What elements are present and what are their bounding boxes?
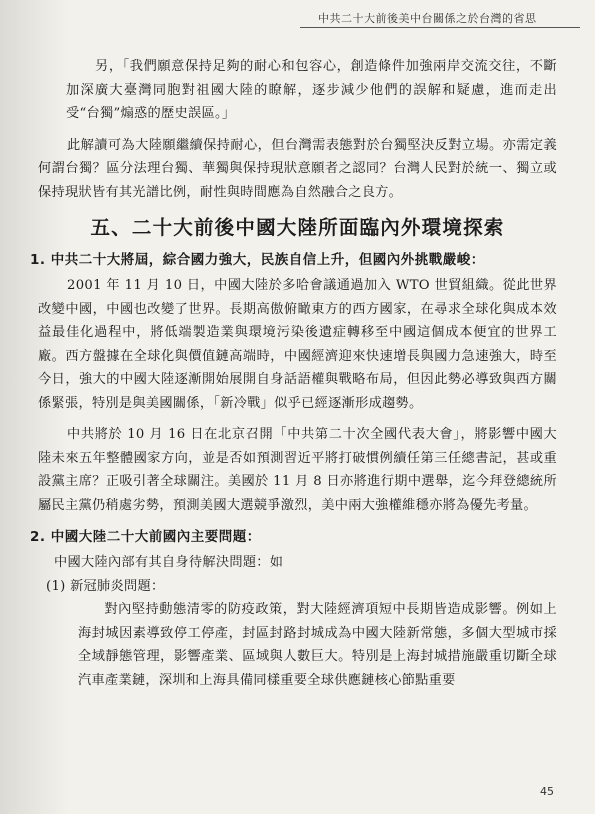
item-1-label: (1) 新冠肺炎問題：: [46, 578, 165, 594]
subsection-1-heading: 1. 中共二十大將屆，綜合國力強大，民族自信上升，但國內外挑戰嚴峻：: [30, 252, 485, 268]
running-header-title: 中共二十大前後美中台關係之於台灣的省思: [318, 12, 537, 25]
subsection-1-paragraph-1: 2001 年 11 月 10 日，中國大陸於多哈會議通過加入 WTO 世貿組織。從此世界改變中國，中國也改變了世界。長期高傲俯瞰東方的西方國家，在尋求全球化與成本效益最佳化過程中，將低端製造業與環境污染後遺症轉移至中國這個成本便宜的世界工廠。西方盤據在全球化與價值鏈高端時，中國經濟迎來快速增長與國力急速強大，時至今日，強大的中國大陸逐漸開始展開自身話語權與戰略布局，但因此勢必導致與西方關係緊張，特別是與美國關係，「新冷戰」似乎已經逐漸形成趨勢。: [38, 278, 557, 411]
item-1-paragraph: 對內堅持動態清零的防疫政策，對大陸經濟項短中長期皆造成影響。例如上海封城因素導致停工停產，封區封路封城成為中國大陸新常態，多個大型城市採全域靜態管理，影響產業、區域與人數巨大。特別是上海封城措施嚴重切斷全球汽車產業鏈，深圳和上海具備同樣重要全球供應鏈核心節點重要: [78, 602, 557, 688]
quote-paragraph: 另，「我們願意保持足夠的耐心和包容心，創造條件加強兩岸交流交往，不斷加深廣大臺灣同胞對祖國大陸的瞭解，逐步減少他們的誤解和疑慮，進而走出受“台獨”煽惑的歷史誤區。」: [66, 59, 557, 121]
header-rule: [300, 27, 580, 28]
page-content: [30, 55, 565, 692]
subsection-2-heading: 2. 中國大陸二十大前國內主要問題：: [30, 529, 261, 545]
subsection-2-intro: 中國大陸內部有其自身待解決問題：如: [54, 555, 284, 570]
page-number: 45: [540, 785, 554, 798]
analysis-paragraph: 此解讀可為大陸願繼續保持耐心，但台灣需表態對於台獨堅決反對立場。亦需定義何謂台獨？區分法理台獨、華獨與保持現狀意願者之認同？台灣人民對於統一、獨立或保持現狀皆有其光譜比例，耐性與時間應為自然融合之良方。: [38, 137, 557, 200]
subsection-1-paragraph-2: 中共將於 10 月 16 日在北京召開「中共第二十次全國代表大會」，將影響中國大陸未來五年整體國家方向，並是否如預測習近平將打破慣例續任第三任總書記，甚或重設黨主席？正吸引著全球關注。美國於 11 月 8 日亦將進行期中選舉，迄今拜登總統所屬民主黨仍稍處劣勢，預測美國大選競爭激烈，美中兩大強權維穩亦將為優先考量。: [38, 427, 557, 513]
section-heading: 五、二十大前後中國大陸所面臨內外環境探索: [90, 216, 505, 239]
